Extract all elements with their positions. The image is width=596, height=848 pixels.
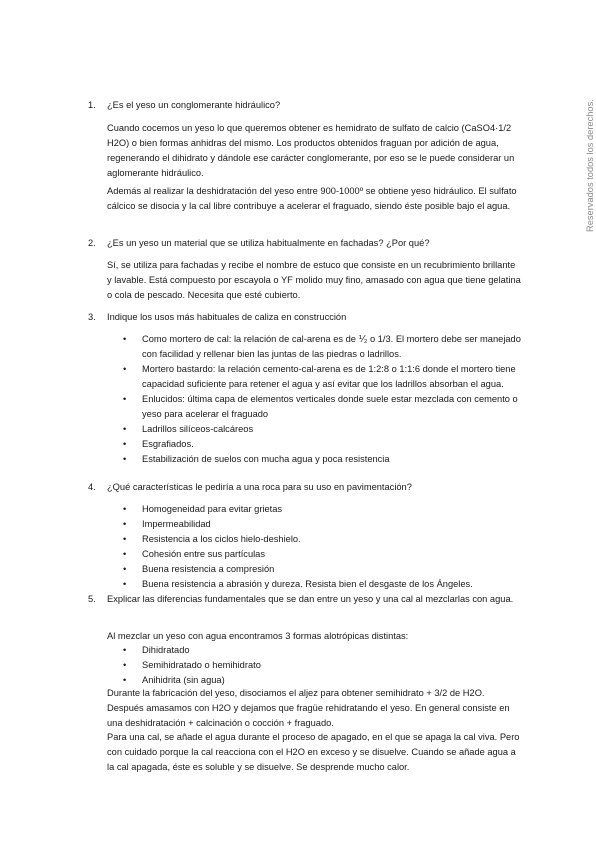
list-item: • Buena resistencia a abrasión y dureza. Resista bien el desgaste de los Ángeles. bbox=[107, 577, 522, 592]
question-5 bbox=[88, 592, 518, 607]
list-item: • Cohesión entre sus partículas bbox=[107, 547, 522, 562]
list-item: • Anihidrita (sin agua) bbox=[107, 673, 522, 688]
question-4 bbox=[88, 480, 518, 495]
answer-paragraph: Durante la fabricación del yeso, disociamos el aljez para obtener semihidrato + 3/2 de H2O. Después amasamos con H2O y dejamos que fragüe rehidratando el yeso. En general consiste en una deshidratación + calcinación o cocción + fraguado. bbox=[107, 688, 510, 728]
characteristics-list bbox=[107, 502, 522, 592]
list-item: • Impermeabilidad bbox=[107, 517, 522, 532]
question-3 bbox=[88, 310, 518, 325]
list-item: • Dihidratado bbox=[107, 643, 522, 658]
list-item: • Mortero bastardo: la relación cemento-cal-arena es de 1:2:8 o 1:1:6 donde el mortero tiene capacidad suficiente para retener el agua y así evitar que los ladrillos absorban el agua. bbox=[107, 362, 522, 392]
list-item: • Esgrafiados. bbox=[107, 437, 522, 452]
question-1 bbox=[88, 98, 518, 113]
list-item: • Homogeneidad para evitar grietas bbox=[107, 502, 522, 517]
question-2 bbox=[88, 236, 518, 251]
question-text: Explicar las diferencias fundamentales que se dan entre un yeso y una cal al mezclarlas con agua. bbox=[107, 594, 514, 604]
question-number: 1. bbox=[88, 100, 96, 110]
list-item: • Estabilización de suelos con mucha agua y poca resistencia bbox=[107, 452, 522, 467]
answer-intro: Al mezclar un yeso con agua encontramos 3 formas alotrópicas distintas: bbox=[107, 631, 409, 641]
list-item: • Como mortero de cal: la relación de cal-arena es de ⅟₂ o 1/3. El mortero debe ser manejado con facilidad y rellenar bien las juntas de las piedras o ladrillos. bbox=[107, 332, 522, 362]
question-text: ¿Qué características le pediría a una roca para su uso en pavimentación? bbox=[107, 482, 412, 492]
answer-paragraph: Cuando cocemos un yeso lo que queremos obtener es hemidrato de sulfato de calcio (CaSO4·1/2 H2O) o bien formas anhidras del mismo. Los productos obtenidos fraguan por adición de agua, regenerando el dihidrato y dándole ese carácter conglomerante, por eso se le puede considerar un aglomerante hidráulico. bbox=[107, 123, 515, 178]
rights-watermark: Reservados todos los derechos. bbox=[585, 99, 595, 232]
uses-list bbox=[107, 332, 522, 467]
question-number: 4. bbox=[88, 482, 96, 492]
answer-paragraph: Para una cal, se añade el agua durante el proceso de apagado, en el que se apaga la cal viva. Pero con cuidado porque la cal reacciona con el H2O en exceso y se disuelve. Cuando se añade agua a la cal apagada, éste es soluble y se disuelve. Se desprende mucho calor. bbox=[107, 732, 520, 772]
list-item: • Resistencia a los ciclos hielo-deshielo. bbox=[107, 532, 522, 547]
list-item: • Semihidratado o hemihidrato bbox=[107, 658, 522, 673]
question-text: Indique los usos más habituales de caliza en construcción bbox=[107, 312, 347, 322]
list-item: • Ladrillos silíceos-calcáreos bbox=[107, 422, 522, 437]
answer-paragraph: Sí, se utiliza para fachadas y recibe el nombre de estuco que consiste en un recubrimiento brillante y lavable. Está compuesto por escayola o YF molido muy fino, amasado con agua que tiene gelatina o cola de pescado. Necesita que esté cubierto. bbox=[107, 260, 521, 300]
list-item: • Enlucidos: última capa de elementos verticales donde suele estar mezclada con cemento o yeso para acelerar el fraguado bbox=[107, 392, 522, 422]
question-text: ¿Es el yeso un conglomerante hidráulico? bbox=[107, 100, 281, 110]
question-number: 5. bbox=[88, 594, 96, 604]
list-item: • Buena resistencia a compresión bbox=[107, 562, 522, 577]
forms-list bbox=[107, 643, 522, 688]
question-number: 3. bbox=[88, 312, 96, 322]
question-text: ¿Es un yeso un material que se utiliza habitualmente en fachadas? ¿Por qué? bbox=[107, 238, 430, 248]
answer-paragraph: Además al realizar la deshidratación del yeso entre 900-1000º se obtiene yeso hidráulico. El sulfato cálcico se disocia y la cal libre contribuye a acelerar el fraguado, siendo éste posible bajo el agua. bbox=[107, 186, 517, 211]
question-number: 2. bbox=[88, 238, 96, 248]
